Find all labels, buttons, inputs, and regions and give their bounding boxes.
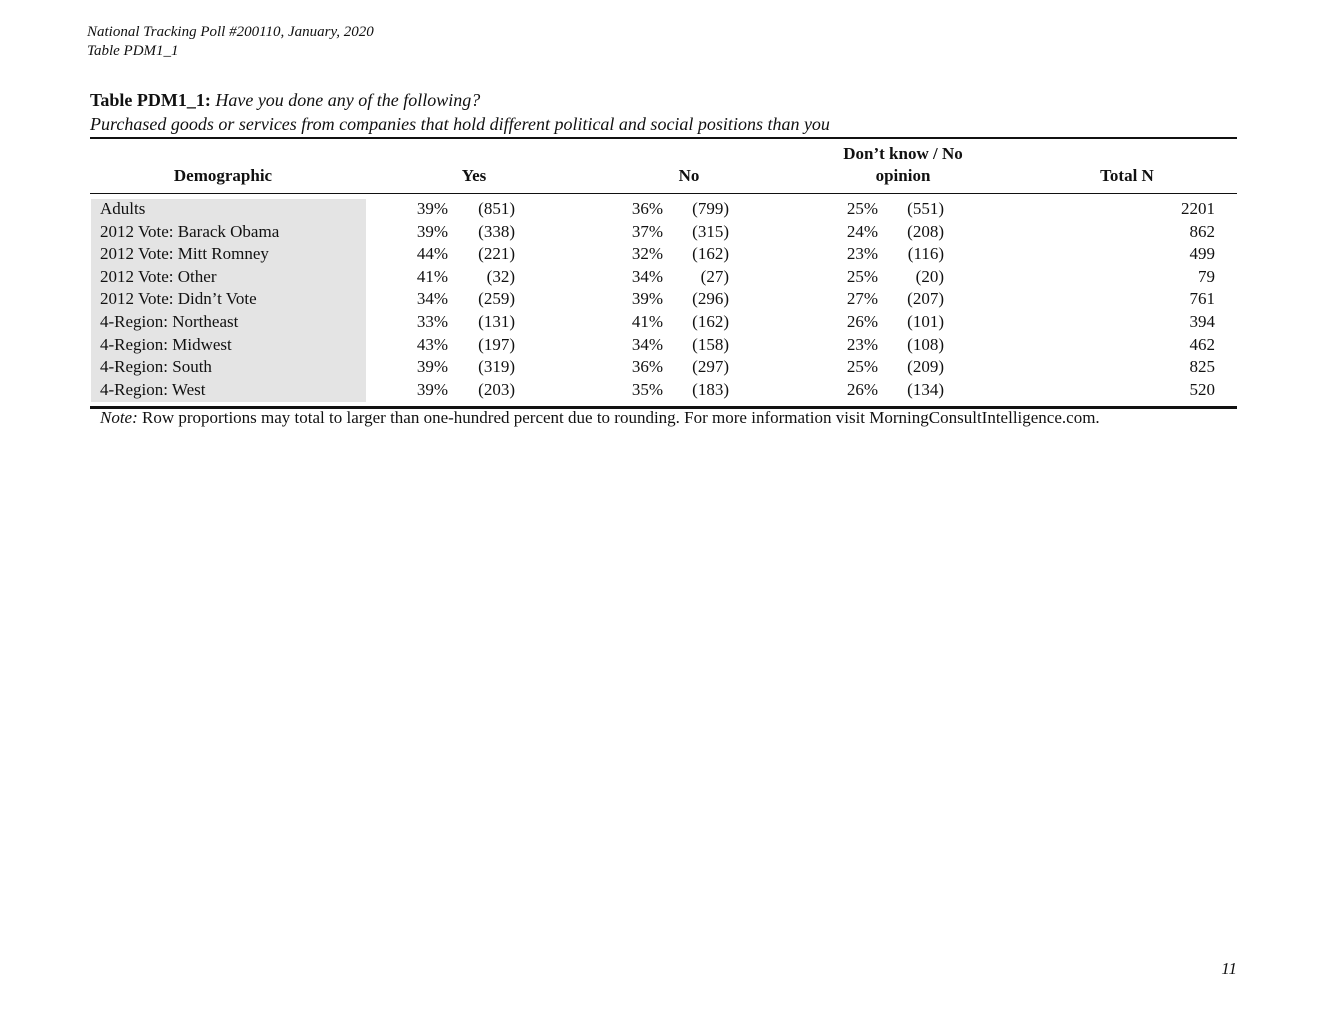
no-percent: 35% [631,379,663,399]
yes-count: (851) [478,199,515,218]
header-dont-know-line1: Don’t know / No [843,144,963,163]
table-top-rule [90,137,1237,139]
table-row [0,288,1320,311]
table-label: Table PDM1_1: [90,90,211,110]
no-percent: 39% [631,289,663,309]
yes-percent: 39% [416,221,448,241]
header-rule [90,193,1237,194]
header-demographic: Demographic [173,166,273,185]
header-total-n: Total N [1100,166,1154,185]
row-label: 2012 Vote: Barack Obama [100,221,280,241]
yes-percent: 39% [416,199,448,218]
yes-percent: 39% [416,379,448,399]
header-dont-know-line2: opinion [875,166,931,185]
table-row [0,243,1320,266]
yes-percent: 44% [416,244,448,264]
table-row [0,334,1320,357]
no-percent: 34% [631,266,663,286]
table-question: Have you done any of the following? [215,90,481,110]
dont-know-count: (208) [907,221,944,241]
no-percent: 36% [631,357,663,377]
total-n: 462 [1189,334,1215,354]
header-yes: Yes [461,166,487,185]
dont-know-percent: 26% [846,311,878,331]
yes-count: (131) [478,311,515,331]
total-n: 520 [1189,379,1215,399]
no-count: (315) [692,221,729,241]
table-row [0,221,1320,244]
table-row [0,356,1320,379]
yes-count: (197) [478,334,515,354]
no-percent: 37% [631,221,663,241]
note-label: Note: [100,408,138,427]
no-percent: 34% [631,334,663,354]
no-count: (799) [692,199,729,218]
table-row [0,379,1320,402]
row-label: 4-Region: South [100,357,212,377]
no-count: (162) [692,244,729,264]
total-n: 79 [1198,266,1215,286]
total-n: 761 [1189,289,1215,309]
total-n: 499 [1189,244,1215,264]
no-percent: 41% [631,311,663,331]
running-head [87,23,374,61]
header-no: No [678,166,700,185]
yes-percent: 33% [416,311,448,331]
dont-know-percent: 25% [846,199,878,218]
dont-know-count: (207) [907,289,944,309]
yes-percent: 43% [416,334,448,354]
note-text: Row proportions may total to larger than one-hundred percent due to rounding. For more information visit MorningConsultIntelligence.com. [142,408,1100,427]
row-label: 4-Region: Midwest [100,334,232,354]
yes-percent: 34% [416,289,448,309]
dont-know-count: (134) [907,379,944,399]
no-count: (297) [692,357,729,377]
dont-know-count: (101) [907,311,944,331]
yes-percent: 39% [416,357,448,377]
table-body [0,198,1320,401]
row-label: 2012 Vote: Other [100,266,217,286]
dont-know-percent: 25% [846,266,878,286]
row-label: 2012 Vote: Didn’t Vote [100,289,257,309]
no-percent: 32% [631,244,663,264]
dont-know-count: (108) [907,334,944,354]
yes-count: (32) [486,266,515,286]
no-percent: 36% [631,199,663,218]
total-n: 862 [1189,221,1215,241]
table-title [90,88,1237,136]
no-count: (27) [700,266,729,286]
yes-count: (221) [478,244,515,264]
row-label: 2012 Vote: Mitt Romney [100,244,269,264]
dont-know-percent: 25% [846,357,878,377]
dont-know-percent: 23% [846,244,878,264]
running-head-poll: National Tracking Poll #200110, January, 2020 [87,24,374,40]
table-note [100,407,1100,429]
dont-know-percent: 26% [846,379,878,399]
table-subquestion: Purchased goods or services from companies that hold different political and social positions than you [90,114,830,134]
yes-count: (203) [478,379,515,399]
row-label: 4-Region: West [100,379,206,399]
no-count: (296) [692,289,729,309]
dont-know-count: (209) [907,357,944,377]
dont-know-percent: 24% [846,221,878,241]
table-row [0,311,1320,334]
yes-count: (259) [478,289,515,309]
running-head-table: Table PDM1_1 [87,43,179,59]
header-dont-know [803,143,1003,187]
table-row [0,198,1320,221]
no-count: (158) [692,334,729,354]
row-label: Adults [100,199,146,218]
yes-percent: 41% [416,266,448,286]
page-number: 11 [1221,959,1237,978]
yes-count: (338) [478,221,515,241]
total-n: 825 [1189,357,1215,377]
row-label: 4-Region: Northeast [100,311,239,331]
table-row [0,266,1320,289]
total-n: 2201 [1181,199,1215,218]
no-count: (162) [692,311,729,331]
total-n: 394 [1189,311,1215,331]
dont-know-count: (551) [907,199,944,218]
dont-know-percent: 23% [846,334,878,354]
no-count: (183) [692,379,729,399]
table-header [90,143,1237,191]
dont-know-count: (116) [907,244,944,264]
dont-know-percent: 27% [846,289,878,309]
dont-know-count: (20) [915,266,944,286]
yes-count: (319) [478,357,515,377]
